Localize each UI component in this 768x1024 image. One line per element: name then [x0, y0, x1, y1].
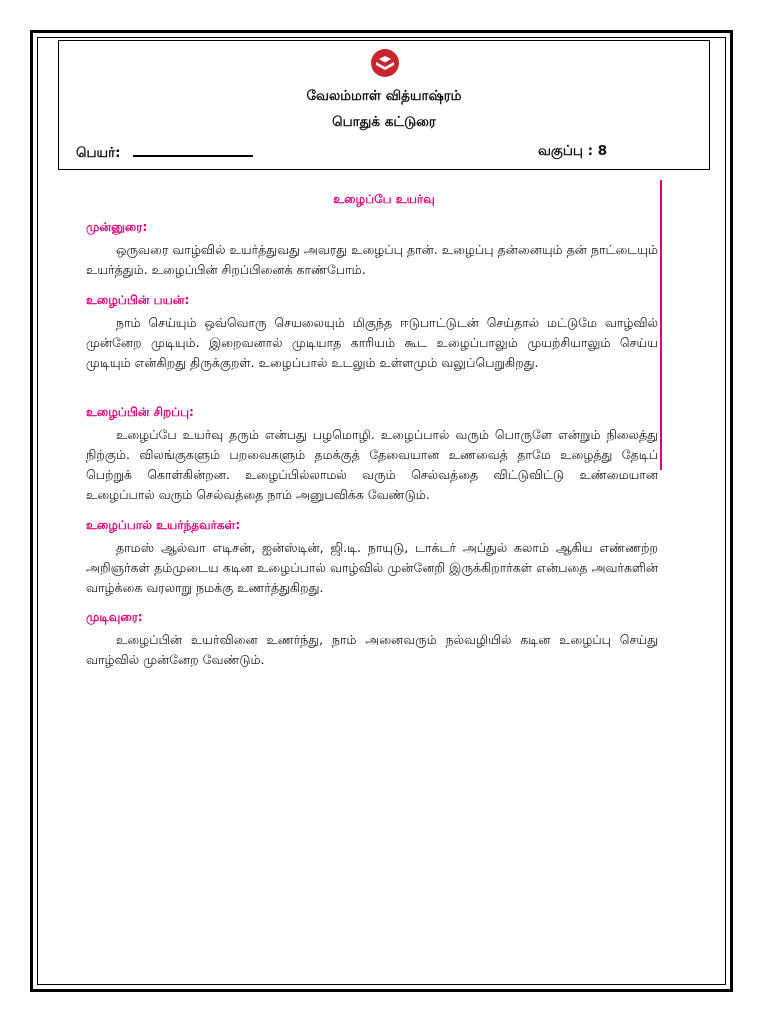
school-logo-icon [370, 48, 400, 78]
section-body-achievers: தாமஸ் ஆல்வா எடிசன், ஐன்ஸ்டின், ஜி.டி. நாயுடு, டாக்டர் அப்துல் கலாம் ஆகிய எண்ணற்ற அறிஞர்கள் தம்முடைய கடின உழைப்பால் வாழ்வில் முன்னேறி இருக்கிறார்கள் என்பதை அவர்களின் வாழ்க்கை வரலாறு நமக்கு உணர்த்துகிறது. [86, 540, 658, 595]
page-border-inner [37, 37, 726, 985]
class-label: வகுப்பு : 8 [538, 143, 608, 159]
section-heading-conclusion: முடிவுரை: [86, 610, 143, 624]
section-heading-benefit: உழைப்பின் பயன்: [86, 293, 190, 307]
margin-rule [660, 180, 662, 470]
school-name: வேலம்மாள் வித்யாஷ்ரம் [306, 88, 462, 104]
section-body-greatness: உழைப்பே உயர்வு தரும் என்பது பழமொழி. உழைப்பால் வரும் பொருளே என்றும் நிலைத்து நிற்கும். விலங்குகளும் பறவைகளும் தமக்குத் தேவையான உணவைத் தாமே உழைத்து தேடிப் பெற்றுக் கொள்கின்றன. உழைப்பில்லாமல் வரும் செல்வத்தை விட்டுவிட்டு உண்மையான உழைப்பால் வரும் செல்வத்தை நாம் அனுபவிக்க வேண்டும். [86, 427, 658, 502]
name-blank-line [133, 143, 253, 157]
name-label: பெயர்: [76, 145, 121, 161]
section-heading-intro: முன்னுரை: [86, 220, 148, 234]
name-field [76, 143, 253, 163]
section-body-intro: ஒருவரை வாழ்வில் உயர்த்துவது அவரது உழைப்பு தான். உழைப்பு தன்னையும் தன் நாட்டையும் உயர்த்தும். உழைப்பின் சிறப்பினைக் காண்போம். [86, 242, 658, 277]
essay-title: உழைப்பே உயர்வு [333, 192, 435, 206]
section-heading-greatness: உழைப்பின் சிறப்பு: [86, 405, 194, 419]
section-heading-achievers: உழைப்பால் உயர்ந்தவர்கள்: [86, 518, 241, 532]
section-body-benefit: நாம் செய்யும் ஒவ்வொரு செயலையும் மிகுந்த ஈடுபாட்டுடன் செய்தால் மட்டுமே வாழ்வில் முன்னேற முடியும். இறைவனால் முடியாத காரியம் கூட உழைப்பாலும் முயற்சியாலும் செய்ய முடியும் என்கிறது திருக்குறள். உழைப்பால் உடலும் உள்ளமும் வலுப்பெறுகிறது. [86, 315, 658, 370]
document-type: பொதுக் கட்டுரை [332, 114, 436, 130]
section-body-conclusion: உழைப்பின் உயர்வினை உணர்ந்து, நாம் அனைவரும் நல்வழியில் கடின உழைப்பு செய்து வாழ்வில் முன்னேற வேண்டும். [86, 632, 658, 667]
